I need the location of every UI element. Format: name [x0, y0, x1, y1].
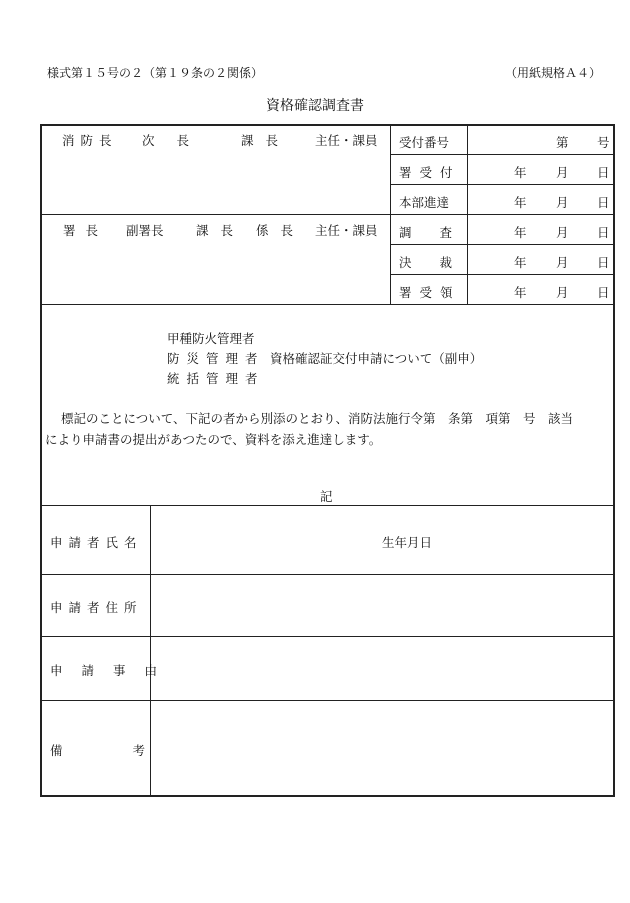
role-label: 課長 [241, 133, 291, 148]
detail-label: 申請者住所 [50, 600, 143, 615]
processing-value: 月 [556, 255, 569, 270]
processing-value: 月 [556, 285, 569, 300]
role-label: 課長 [196, 223, 246, 238]
form-number: 様式第１５号の２（第１９条の２関係） [47, 66, 264, 80]
processing-value: 日 [597, 195, 610, 210]
ki-heading: 記 [320, 489, 333, 504]
detail-label: 備考 [50, 743, 216, 758]
subject-text: 資格確認証交付申請について（副申） [270, 351, 483, 366]
processing-value: 年 [514, 165, 527, 180]
processing-value: 号 [597, 135, 610, 150]
processing-value: 年 [514, 195, 527, 210]
processing-label: 受付番号 [399, 135, 450, 150]
subject-role: 甲種防火管理者 [167, 331, 255, 346]
processing-value: 年 [514, 255, 527, 270]
processing-value: 日 [597, 225, 610, 240]
document-title: 資格確認調査書 [266, 98, 364, 114]
paper-size: （用紙規格Ａ４） [505, 66, 602, 80]
processing-value: 年 [514, 285, 527, 300]
detail-value: 生年月日 [382, 535, 433, 550]
detail-label: 申請事由 [50, 663, 177, 678]
processing-value: 日 [597, 285, 610, 300]
processing-value: 月 [556, 225, 569, 240]
processing-label: 署受領 [399, 285, 461, 300]
role-label: 係長 [256, 223, 306, 238]
role-label: 次長 [142, 133, 212, 148]
processing-label: 本部進達 [399, 195, 450, 210]
processing-label: 決裁 [399, 255, 481, 270]
processing-value: 年 [514, 225, 527, 240]
processing-value: 日 [597, 255, 610, 270]
role-label: 署長 [63, 223, 109, 238]
body-text-line: により申請書の提出があつたので、資料を添え進達します。 [45, 432, 382, 447]
processing-value: 第 [556, 135, 569, 150]
processing-value: 月 [556, 195, 569, 210]
subject-role: 防災管理者 [167, 351, 265, 366]
processing-label: 調査 [399, 225, 481, 240]
body-text-line: 標記のことについて、下記の者から別添のとおり、消防法施行令第 条第 項第 号 該当 [61, 411, 574, 426]
processing-value: 日 [597, 165, 610, 180]
role-label: 消防長 [62, 133, 118, 148]
detail-label: 申請者氏名 [50, 535, 143, 550]
processing-label: 署受付 [399, 165, 461, 180]
role-label: 主任・課員 [315, 133, 378, 148]
role-label: 主任・課員 [315, 223, 378, 238]
subject-role: 統括管理者 [167, 371, 265, 386]
role-label: 副署長 [126, 223, 164, 238]
processing-value: 月 [556, 165, 569, 180]
